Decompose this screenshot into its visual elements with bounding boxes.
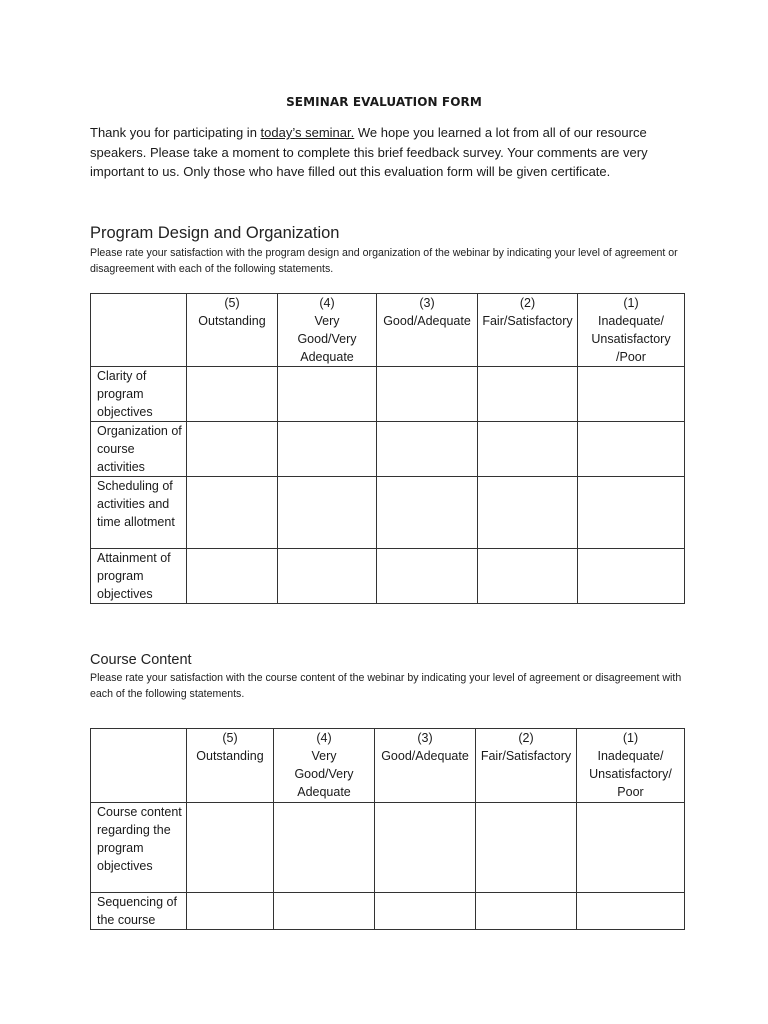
section2-description: Please rate your satisfaction with the course content of the webinar by indicating your level of agreement or disagreement with each of the following statements. bbox=[90, 672, 682, 700]
table-row bbox=[91, 477, 685, 549]
section1-row-label: Attainment of program objectives bbox=[91, 549, 187, 604]
section1-col-4: (4) Very Good/Very Adequate bbox=[278, 294, 377, 367]
rating-cell[interactable] bbox=[478, 367, 578, 422]
rating-cell[interactable] bbox=[578, 367, 685, 422]
rating-cell[interactable] bbox=[478, 549, 578, 604]
section1-col-2: (2) Fair/Satisfactory bbox=[478, 294, 578, 367]
section2-col-1: (1) Inadequate/ Unsatisfactory/ Poor bbox=[577, 729, 685, 803]
rating-cell[interactable] bbox=[187, 477, 278, 549]
section1-col-5: (5) Outstanding bbox=[187, 294, 278, 367]
section1-heading: Program Design and Organization bbox=[90, 224, 340, 242]
rating-cell[interactable] bbox=[377, 477, 478, 549]
rating-cell[interactable] bbox=[476, 893, 577, 930]
rating-cell[interactable] bbox=[274, 893, 375, 930]
rating-cell[interactable] bbox=[278, 367, 377, 422]
section1-col-3: (3) Good/Adequate bbox=[377, 294, 478, 367]
rating-cell[interactable] bbox=[377, 367, 478, 422]
section1-col-1: (1) Inadequate/ Unsatisfactory /Poor bbox=[578, 294, 685, 367]
section2-row-label: Sequencing of the course bbox=[91, 893, 187, 930]
rating-cell[interactable] bbox=[278, 549, 377, 604]
intro-text-before: Thank you for participating in bbox=[90, 125, 261, 140]
table-row bbox=[91, 549, 685, 604]
section2-row-label: Course content regarding the program objectives bbox=[91, 803, 187, 893]
rating-cell[interactable] bbox=[375, 803, 476, 893]
section1-description: Please rate your satisfaction with the program design and organization of the webinar by indicating your level of agreement or disagreement with each of the following statements. bbox=[90, 247, 678, 275]
rating-cell[interactable] bbox=[377, 549, 478, 604]
rating-cell[interactable] bbox=[577, 893, 685, 930]
intro-paragraph bbox=[90, 123, 690, 182]
table-row bbox=[91, 422, 685, 477]
table-row bbox=[91, 803, 685, 893]
section1-row-label: Clarity of program objectives bbox=[91, 367, 187, 422]
table-row bbox=[91, 367, 685, 422]
rating-cell[interactable] bbox=[478, 422, 578, 477]
rating-cell[interactable] bbox=[278, 477, 377, 549]
rating-cell[interactable] bbox=[187, 549, 278, 604]
section1-corner-cell bbox=[91, 294, 187, 367]
table-row bbox=[91, 893, 685, 930]
rating-cell[interactable] bbox=[187, 803, 274, 893]
section2-col-4: (4) Very Good/Very Adequate bbox=[274, 729, 375, 803]
intro-link-seminar: today’s seminar. bbox=[260, 125, 355, 140]
rating-cell[interactable] bbox=[578, 422, 685, 477]
rating-cell[interactable] bbox=[274, 803, 375, 893]
section2-col-3: (3) Good/Adequate bbox=[375, 729, 476, 803]
intro-text-after: We hope you learned a lot from all of our resource speakers. Please take a moment to complete this brief feedback survey. Your comments are very important to us. Only those who have filled out this evaluation form will be given certificate. bbox=[90, 125, 648, 179]
section2-header-row bbox=[91, 729, 685, 803]
rating-cell[interactable] bbox=[478, 477, 578, 549]
section1-row-label: Scheduling of activities and time allotment bbox=[91, 477, 187, 549]
section2-heading: Course Content bbox=[90, 652, 192, 668]
rating-cell[interactable] bbox=[187, 422, 278, 477]
rating-cell[interactable] bbox=[578, 477, 685, 549]
form-title: SEMINAR EVALUATION FORM bbox=[286, 95, 482, 109]
rating-cell[interactable] bbox=[577, 803, 685, 893]
section2-corner-cell bbox=[91, 729, 187, 803]
rating-cell[interactable] bbox=[476, 803, 577, 893]
rating-cell[interactable] bbox=[278, 422, 377, 477]
section2-col-2: (2) Fair/Satisfactory bbox=[476, 729, 577, 803]
rating-cell[interactable] bbox=[375, 893, 476, 930]
rating-cell[interactable] bbox=[187, 893, 274, 930]
rating-cell[interactable] bbox=[187, 367, 278, 422]
section2-col-5: (5) Outstanding bbox=[187, 729, 274, 803]
section1-header-row bbox=[91, 294, 685, 367]
section1-row-label: Organization of course activities bbox=[91, 422, 187, 477]
rating-cell[interactable] bbox=[377, 422, 478, 477]
section2-rating-table bbox=[90, 728, 685, 930]
rating-cell[interactable] bbox=[578, 549, 685, 604]
section1-rating-table bbox=[90, 293, 685, 604]
